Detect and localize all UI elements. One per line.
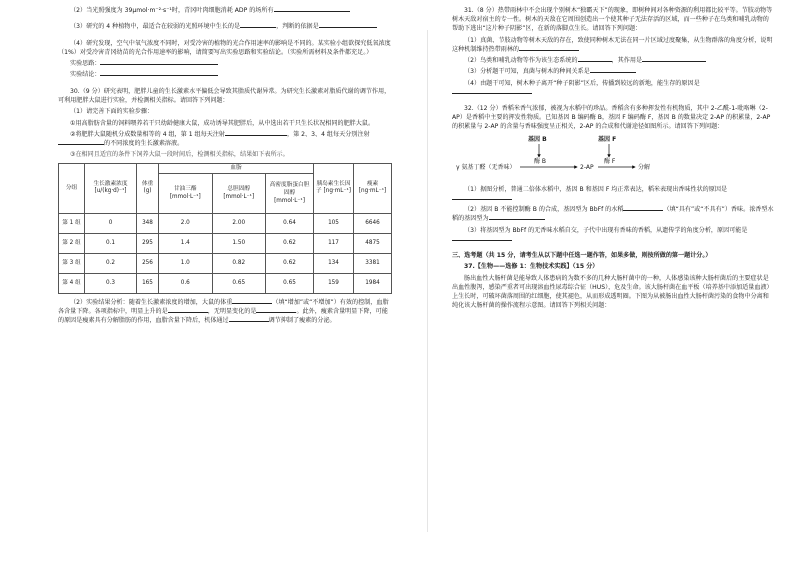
answer-blank[interactable]	[578, 56, 612, 62]
question-30-step-2: ②将肥胖大鼠随机分成数量相等的 4 组，第 1 组每天注射 ，第 2、3、4 组每天分别注射的不同浓度的生长激素溶液。	[58, 130, 392, 148]
answer-blank[interactable]	[274, 6, 350, 12]
question-29-part-3: （3）研究的 4 种植物中，最适合在较弱的光照环境中生长的是 ，判断的依据是	[58, 22, 392, 31]
answer-blank[interactable]	[519, 45, 579, 51]
answer-blank[interactable]	[100, 70, 218, 76]
question-32-part-3: （3）将基因型为 BbFf 的无香味水稻自交，子代中出现有香味的香稻，从遗传学的角度分析，原因可能是	[452, 226, 774, 244]
answer-blank[interactable]	[590, 67, 636, 73]
answer-blank[interactable]	[229, 316, 269, 322]
table-row: 第 1 组 0 348 2.0 2.00 0.64 105 6646	[59, 214, 392, 234]
question-32-part-1: （1）据图分析，普通二倍体水稻中，基因 B 和基因 F 均正常表达，稻米表现出香味性状的原因是	[452, 185, 774, 203]
header-igf: 胰岛素生长因子 [ng·mL⁻¹]	[314, 163, 354, 214]
answer-blank[interactable]	[225, 130, 287, 136]
answer-blank[interactable]	[489, 214, 545, 220]
question-30-intro: 30.（9 分）研究表明，肥胖儿童的生长激素水平偏低会导致其脂质代谢异常。为研究生长激素对脂质代谢的调节作用，可利用肥胖大鼠进行实验，并检测相关指标。请回答下列问题：	[58, 87, 391, 104]
answer-blank[interactable]	[240, 22, 276, 28]
section-3-heading: 三、选考题（共 15 分，请考生从以下题中任选一题作答，如果多做，则按所做的第一题计分。）	[452, 252, 712, 260]
product-label: 2-AP	[580, 163, 594, 171]
header-blood-lipid: 血脂	[159, 163, 314, 174]
question-31-part-2: （2）鸟类和哺乳动物等作为该生态系统的 ，其作用是	[452, 56, 774, 65]
question-29-part-4: （4）研究发现，空气中氧气浓度不同时，对受冷害的植物的光合作用速率的影响是不同的。某实验小组欲探究低氧浓度（1%）对受冷害青冈幼苗的光合作用速率的影响，请简要写出实验思路和实验结论。（实验所需材料及条件都充足。）	[58, 39, 391, 56]
header-gh-concentration: 生长激素浓度 [u/(kg·d)⁻¹]	[85, 163, 137, 214]
answer-blank[interactable]	[319, 22, 377, 28]
results-table	[58, 163, 392, 295]
question-30-part-1: （1）请完善下面的实验步骤：	[70, 108, 154, 116]
answer-blank[interactable]	[452, 235, 512, 241]
header-group: 分组	[59, 163, 85, 214]
question-31-part-3: （3）分析题干可知，真菌与树木的种间关系是	[452, 67, 774, 76]
experiment-conclusion-line: 实验结论：	[58, 70, 392, 79]
end-label: 分解	[638, 163, 651, 171]
left-column	[58, 6, 392, 328]
answer-blank[interactable]	[58, 139, 104, 145]
answer-blank[interactable]	[452, 194, 512, 200]
gene-b-label: 基因 B	[528, 135, 547, 143]
header-weight: 体重 (g)	[137, 163, 159, 214]
answer-blank[interactable]	[100, 59, 218, 65]
question-29-part-2: （2）当光照强度为 39μmol·m⁻²·s⁻¹时，青冈叶肉细胞消耗 ADP 的场所有	[58, 6, 392, 15]
question-31-intro: 31.（8 分）热带雨林中不会出现个别树木“独霸天下”的现象，即树种间对各种资源的利用都比较平等。节肢动物等树木天敌对宿主的专一性。树木的天敌在它周围创造出一个使其种子无法存活的区域，而一些种子在鸟类和哺乳动物的帮助下逃出“这片种子阴影”区，在新的落脚点生长。请回答下列问题：	[452, 7, 773, 33]
question-37-body: 肠出血性大肠杆菌是能导致人体患病的为数不多的几种大肠杆菌中的一种，人体感染该种大肠杆菌后的主要症状是出血性腹泻，感染严重者可出现溶血性尿毒综合征（HUS），危及生命。该大肠杆菌在血平板（培养基中添加适量血液）上生长时，可破坏菌落周围的红细胞，使其褪色，从而形成透明圈。下图为从被肠出血性大肠杆菌污染的食物中分离和纯化该大肠杆菌的操作流程示意图。请回答下列相关问题：	[452, 274, 773, 310]
metabolic-pathway-diagram	[452, 135, 774, 181]
page-fold-divider	[427, 30, 428, 532]
enzyme-f-label: 酶 F	[604, 157, 616, 165]
question-37-title: 37.【生物——选修 1：生物技术实践】（15 分）	[464, 263, 599, 271]
right-column	[452, 6, 774, 312]
header-hdl-cholesterol: 高密度脂蛋白胆固醇 [mmol·L⁻¹]	[266, 174, 314, 214]
enzyme-b-label: 酶 B	[534, 157, 547, 165]
substrate-label: γ 氨基丁醛（无香味）	[456, 163, 516, 171]
answer-blank[interactable]	[256, 307, 296, 313]
answer-blank[interactable]	[452, 88, 532, 94]
question-30-part-2: （2）实验结果分析：随着生长激素浓度的增加，大鼠的体重 （填“增加”或“不增加”）有效的控制，血脂各含量下降。各项指标中，明显上升的是 ，无明显变化的是 。此外，瘦素含量明显下降，可能的原因是瘦素具有分解脂肪的作用，血脂含量下降后，机体通过 调节抑制了瘦素的分泌。	[58, 299, 389, 325]
answer-blank[interactable]	[623, 205, 663, 211]
header-triglyceride: 甘油三酯 [mmol·L⁻¹]	[159, 174, 213, 214]
table-row: 第 2 组 0.1 295 1.4 1.50 0.62 117 4875	[59, 234, 392, 254]
answer-blank[interactable]	[232, 298, 272, 304]
question-32-intro: 32.（12 分）香稻米香气浓郁，被视为水稻中的珍品。香稻含有多种挥发性有机物质，其中 2-乙酰-1-吡咯啉（2-AP）是香稻中主要的挥发性物质。已知基因 B 编码酶 B，基因 F 编码酶 F，基因 B 的数量决定 2-AP 的积累量，2-AP 的积累量与 2-AP 的含量与香味强度呈正相关，2-AP 的合成和代谢途径如图所示。请回答下列问题：	[452, 105, 771, 131]
experiment-idea-line: 实验思路：	[58, 59, 392, 68]
table-row: 第 4 组 0.3 165 0.6 0.65 0.65 159 1984	[59, 274, 392, 294]
question-31-part-1: （1）真菌、节肢动物等树木天敌的存在，致使同种树木无法在同一片区域过度聚集，从生物群落的角度分析，说明这种机制维持热带雨林的	[452, 36, 773, 53]
question-30-step-3: ③在相同且适宜的条件下饲养大鼠一段时间后，检测相关指标，结果如下表所示。	[70, 151, 289, 159]
header-leptin: 瘦素 [ng·mL⁻¹]	[354, 163, 392, 214]
answer-blank[interactable]	[168, 307, 208, 313]
question-30-step-1: ①用高脂肪含量的饲料喂养若干只幼龄健康大鼠，成功诱导其肥胖后，从中选出若干只生长状况相同的肥胖大鼠。	[70, 119, 375, 127]
question-31-part-4: （4）由题干可知，树木种子离开“种子阴影”区后，传播到较远的新地，能生存的原因是	[452, 79, 774, 97]
table-row: 第 3 组 0.2 256 1.0 0.82 0.62 134 3381	[59, 254, 392, 274]
gene-f-label: 基因 F	[598, 135, 617, 143]
answer-blank[interactable]	[642, 56, 706, 62]
header-total-cholesterol: 总胆固醇 [mmol·L⁻¹]	[212, 174, 266, 214]
question-32-part-2: （2）基因 B 不能控制酶 B 的合成，基因型为 BbFf 的水稻 （填“具有”或“不具有”）香味。浓香型水稻的基因型为	[452, 206, 774, 223]
